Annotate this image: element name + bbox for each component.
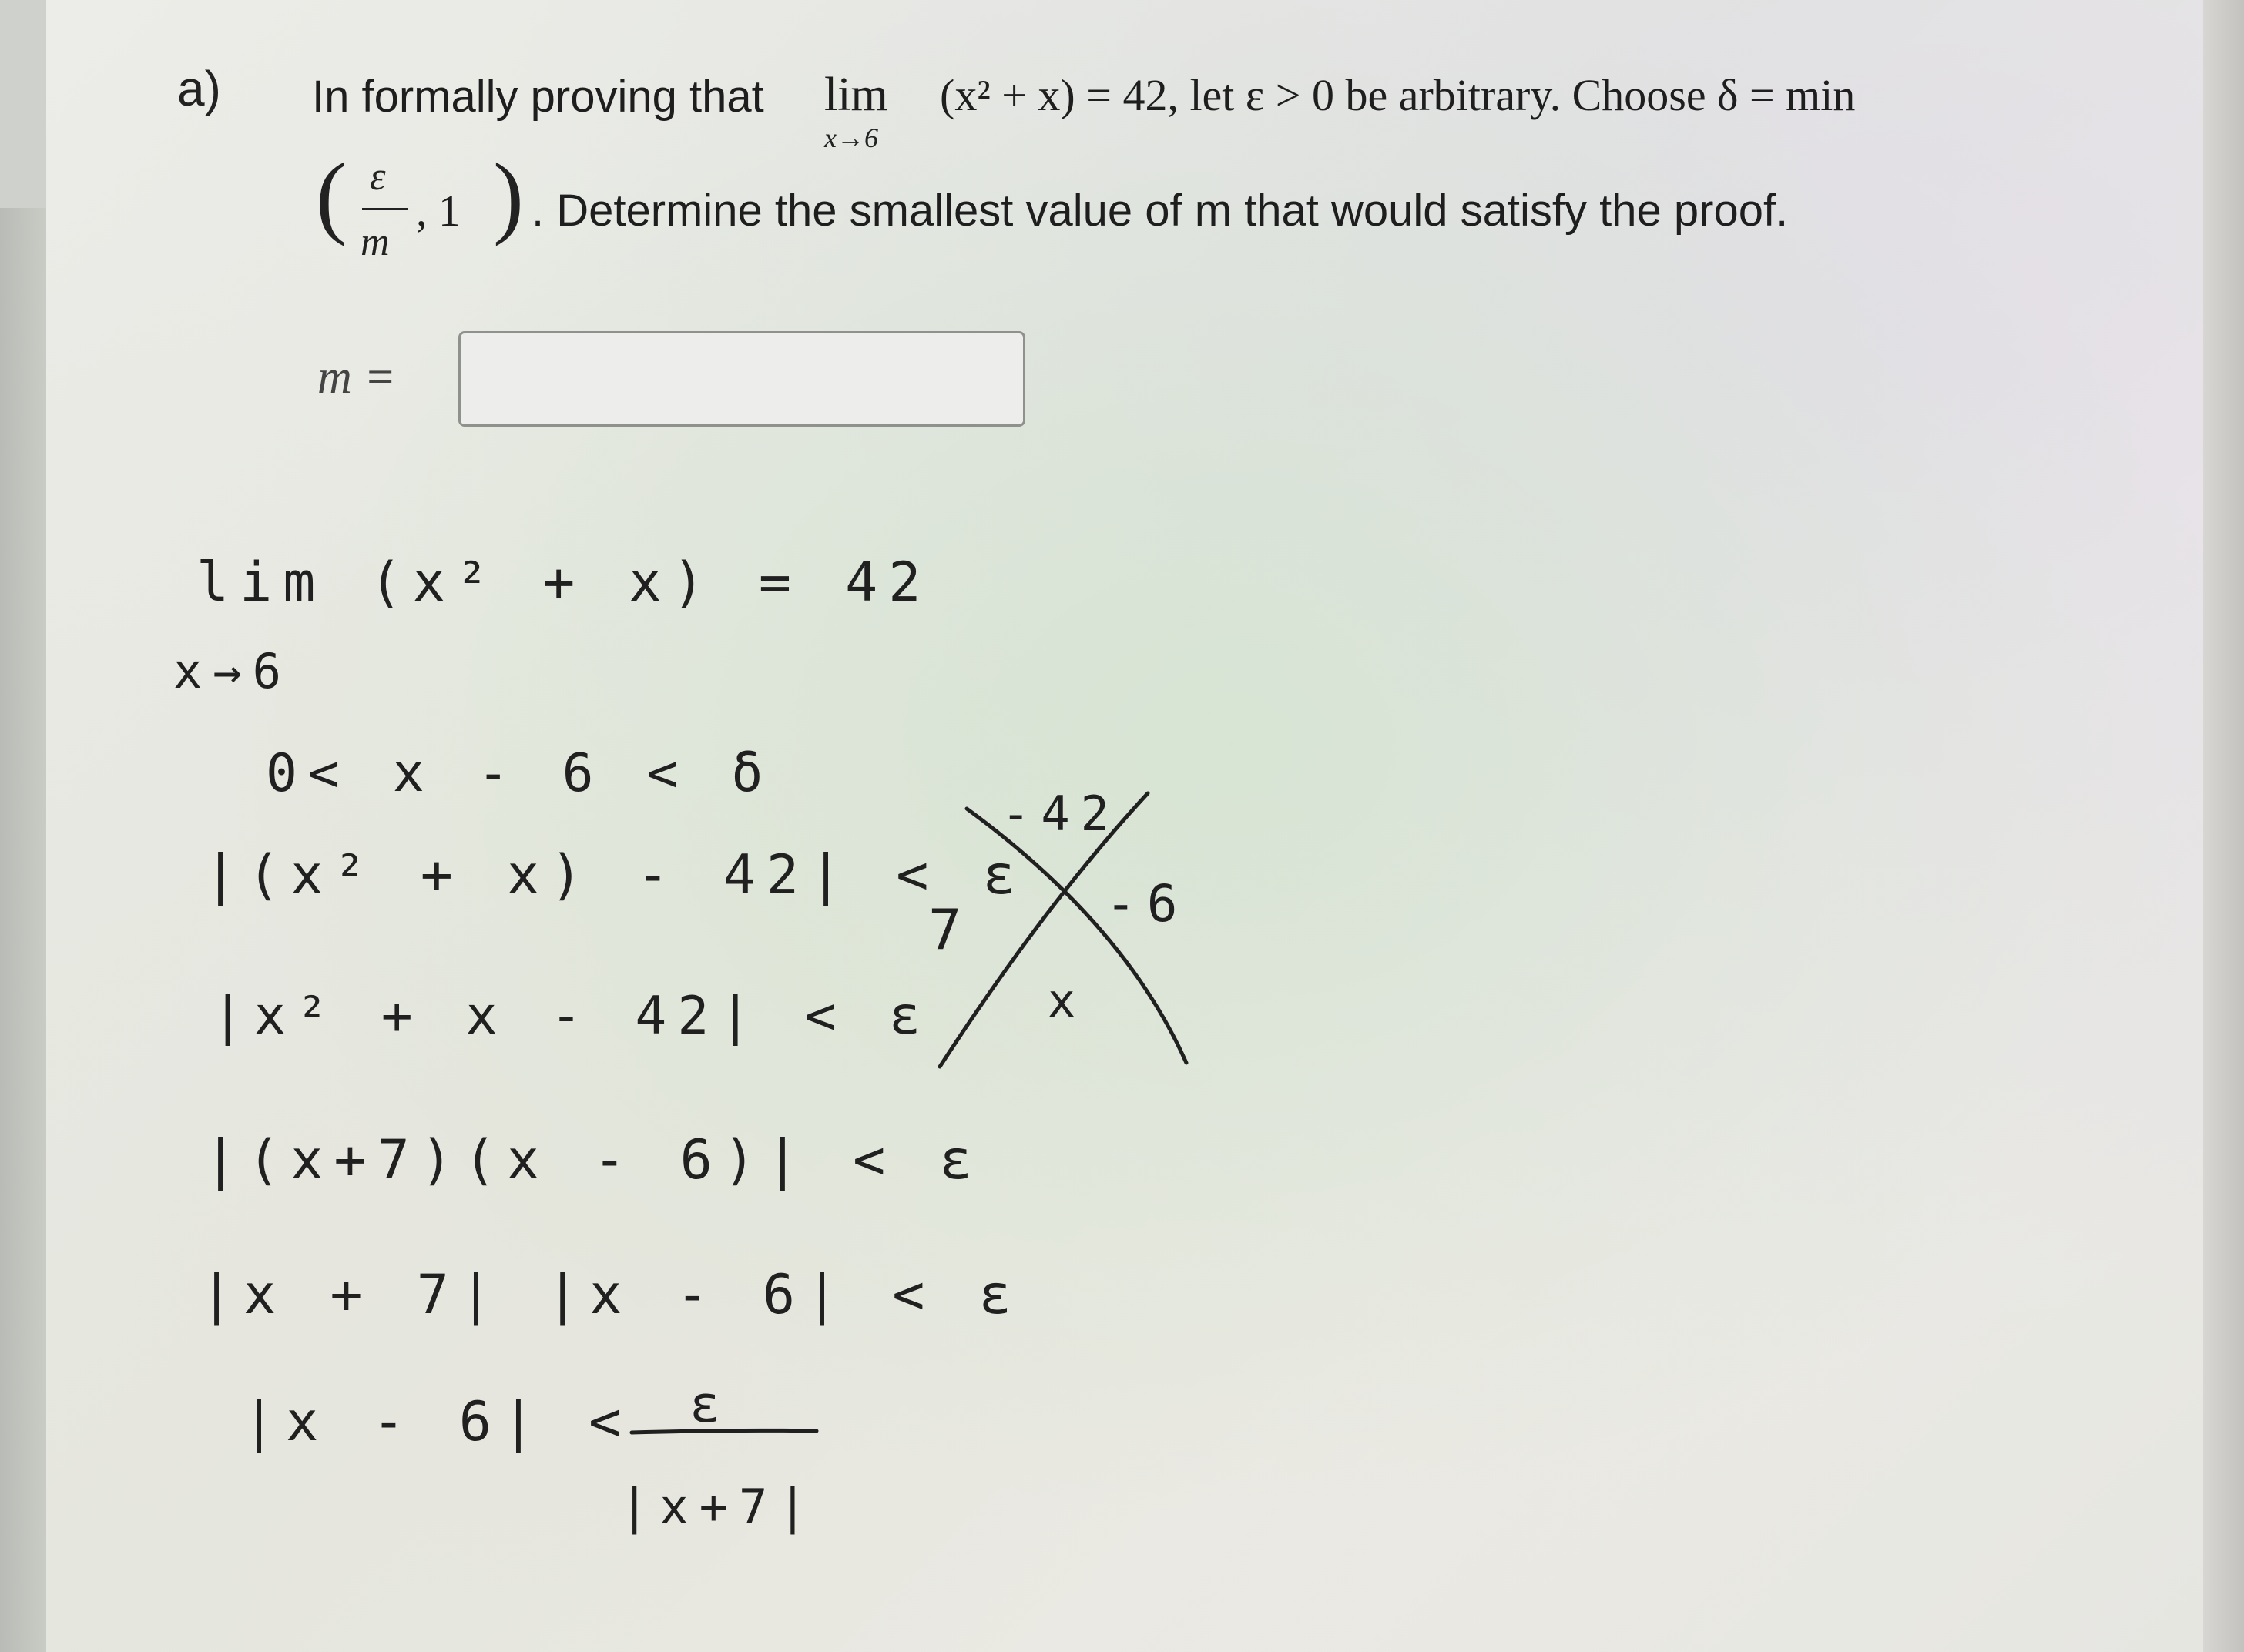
hw-line-1: lim (x² + x) = 42 [196,551,932,614]
question-expression: (x² + x) = 42, let ε > 0 be arbitrary. Choose δ = min [940,70,1856,120]
screen-left-bezel [0,208,46,1652]
lim-word: lim [824,69,888,121]
question-line-2: . Determine the smallest value of m that would satisfy the proof. [532,186,1789,236]
hw-line-3: 0< x - 6 < δ [266,743,774,804]
lim-subscript: x→6 [824,122,878,153]
after-fraction: , 1 [416,186,461,236]
handwritten-strokes [46,0,2203,1652]
screen-right-bezel [2203,0,2244,1652]
fraction-denominator: m [361,220,390,264]
question-label: a) [177,61,221,116]
cross-line-2 [967,809,1189,1063]
hw-line-4: |(x² + x) - 42| < ε [204,843,1026,906]
right-paren: ) [493,144,524,246]
hw-fraction-bar [632,1430,817,1433]
cross-right-label: -6 [1105,874,1189,933]
left-paren: ( [316,144,347,246]
cross-left-label: 7 [928,897,973,962]
hw-fraction-denominator: |x+7| [620,1479,818,1535]
hw-line-7: |x + 7| |x - 6| < ε [200,1263,1022,1326]
hw-fraction-numerator: ε [689,1375,731,1434]
cross-line-1 [940,793,1148,1067]
question-intro: In formally proving that [312,72,764,122]
hw-line-2: x→6 [173,643,292,699]
hw-line-5: |x² + x - 42| < ε [212,986,931,1047]
fraction-numerator: ε [370,155,386,199]
hw-line-8: |x - 6| < [243,1390,632,1453]
cross-top-label: -42 [1001,786,1120,842]
cross-bottom-label: x [1048,974,1087,1028]
screen [46,0,2203,1652]
hw-line-6: |(x+7)(x - 6)| < ε [204,1128,983,1191]
answer-label: m = [317,351,397,404]
